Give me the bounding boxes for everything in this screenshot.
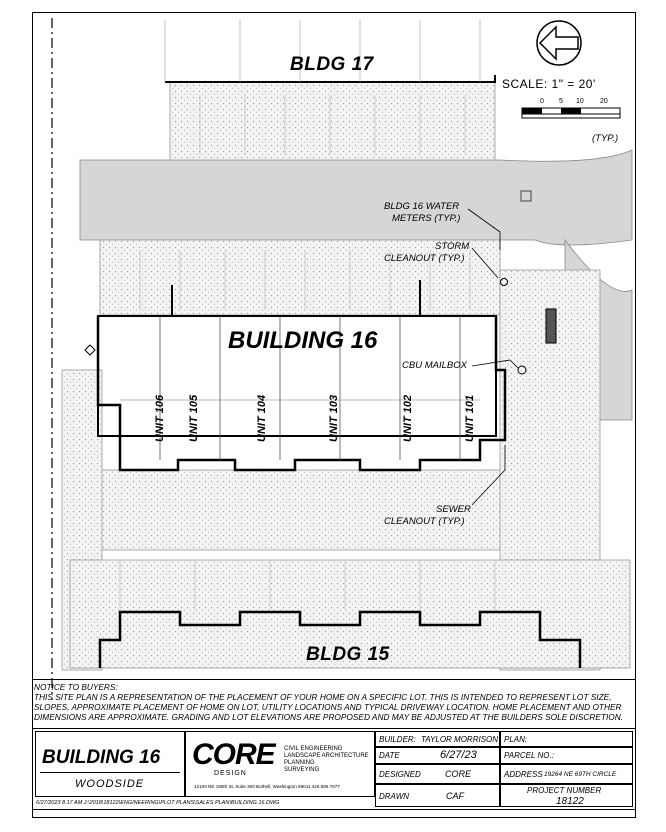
firm-logo: CORE bbox=[192, 738, 275, 771]
parcel-label: PARCEL NO.: bbox=[504, 751, 554, 760]
address-label: ADDRESS bbox=[504, 770, 543, 779]
firm-service-3: PLANNING bbox=[284, 760, 315, 766]
water-meters-label-line1: BLDG 16 WATER bbox=[384, 201, 460, 212]
unit-102-label: UNIT 102 bbox=[402, 394, 414, 442]
firm-service-4: SURVEYING bbox=[284, 767, 320, 773]
firm-address: 12100 NE 195th St, Suite 300 Bothell, Washington 98011 425.885.7877 bbox=[194, 784, 340, 789]
title-community: WOODSIDE bbox=[75, 778, 145, 790]
designed-value: CORE bbox=[445, 769, 472, 779]
file-path: 6/27/2023 8:17 AM J:\2018\18122\ENGINEERING\PLOT PLANS\SALES PLAN\BUILDING 16.DWG bbox=[36, 800, 280, 806]
unit-106-label: UNIT 106 bbox=[154, 394, 166, 442]
unit-101-label: UNIT 101 bbox=[464, 394, 476, 442]
address-value: 19264 NE 69TH CIRCLE bbox=[544, 771, 617, 778]
water-meters-label-line2: METERS (TYP.) bbox=[392, 213, 461, 224]
project-label: PROJECT NUMBER bbox=[527, 786, 602, 795]
unit-104-label: UNIT 104 bbox=[256, 394, 268, 442]
bldg-17-paving bbox=[170, 82, 495, 160]
drawn-label: DRAWN bbox=[379, 792, 410, 801]
scale-tick-5: 5 bbox=[559, 98, 563, 105]
plan-label: PLAN: bbox=[504, 735, 528, 744]
sewer-cleanout-label-line1: SEWER bbox=[436, 504, 471, 515]
date-label: DATE bbox=[379, 751, 400, 760]
typ-label: (TYP.) bbox=[592, 133, 619, 144]
sewer-cleanout-label-line2: CLEANOUT (TYP.) bbox=[384, 516, 465, 527]
project-value: 18122 bbox=[556, 796, 584, 807]
scale-tick-20: 20 bbox=[600, 98, 608, 105]
scale-label: SCALE: 1" = 20' bbox=[502, 77, 596, 91]
firm-logo-sub: DESIGN bbox=[214, 770, 247, 777]
building-16-label: BUILDING 16 bbox=[228, 327, 378, 354]
firm-service-1: CIVIL ENGINEERING bbox=[284, 746, 343, 752]
scale-tick-10: 10 bbox=[576, 98, 584, 105]
cbu-mailbox-label: CBU MAILBOX bbox=[402, 360, 467, 371]
firm-service-2: LANDSCAPE ARCHITECTURE bbox=[284, 753, 369, 759]
notice-heading: NOTICE TO BUYERS: bbox=[34, 682, 118, 692]
designed-label: DESIGNED bbox=[379, 770, 421, 779]
bldg-15-label: BLDG 15 bbox=[306, 644, 390, 665]
drawn-value: CAF bbox=[446, 791, 464, 801]
notice-body: THIS SITE PLAN IS A REPRESENTATION OF THE PLACEMENT OF YOUR HOME ON A SPECIFIC LOT. THIS IS INTENDED TO REPRESENT LOT SIZE, SLOPES, APPROXIMATE PLACEMENT OF HOME ON LOT, UTILITY LOCATIONS AND TYPICAL DRIVEWAY LOCATION. HOME PLACEMENT AND OTHER DIMENSIONS ARE APPROXIMATE. GRADING AND LOT ELEVATIONS ARE PROPOSED AND MAY BE ADJUSTED AT THE BUILDERS SOLE DISCRETION. bbox=[34, 692, 624, 722]
bldg-17-footprint bbox=[165, 75, 495, 82]
unit-103-label: UNIT 103 bbox=[328, 394, 340, 442]
scale-tick-0: 0 bbox=[540, 98, 544, 105]
bldg-17-label: BLDG 17 bbox=[290, 54, 374, 75]
north-arrow-icon bbox=[537, 21, 581, 65]
builder-label: BUILDER: bbox=[379, 735, 416, 744]
builder-value: TAYLOR MORRISON bbox=[421, 735, 499, 744]
notice-text bbox=[34, 682, 634, 722]
storm-cleanout-label-line2: CLEANOUT (TYP.) bbox=[384, 253, 465, 264]
storm-cleanout-label-line1: STORM bbox=[435, 241, 470, 252]
road bbox=[80, 150, 632, 245]
scale-bar bbox=[522, 108, 620, 118]
date-value: 6/27/23 bbox=[440, 749, 477, 761]
title-building: BUILDING 16 bbox=[42, 747, 161, 768]
unit-105-label: UNIT 105 bbox=[188, 394, 200, 442]
mailbox-bank bbox=[546, 309, 556, 343]
